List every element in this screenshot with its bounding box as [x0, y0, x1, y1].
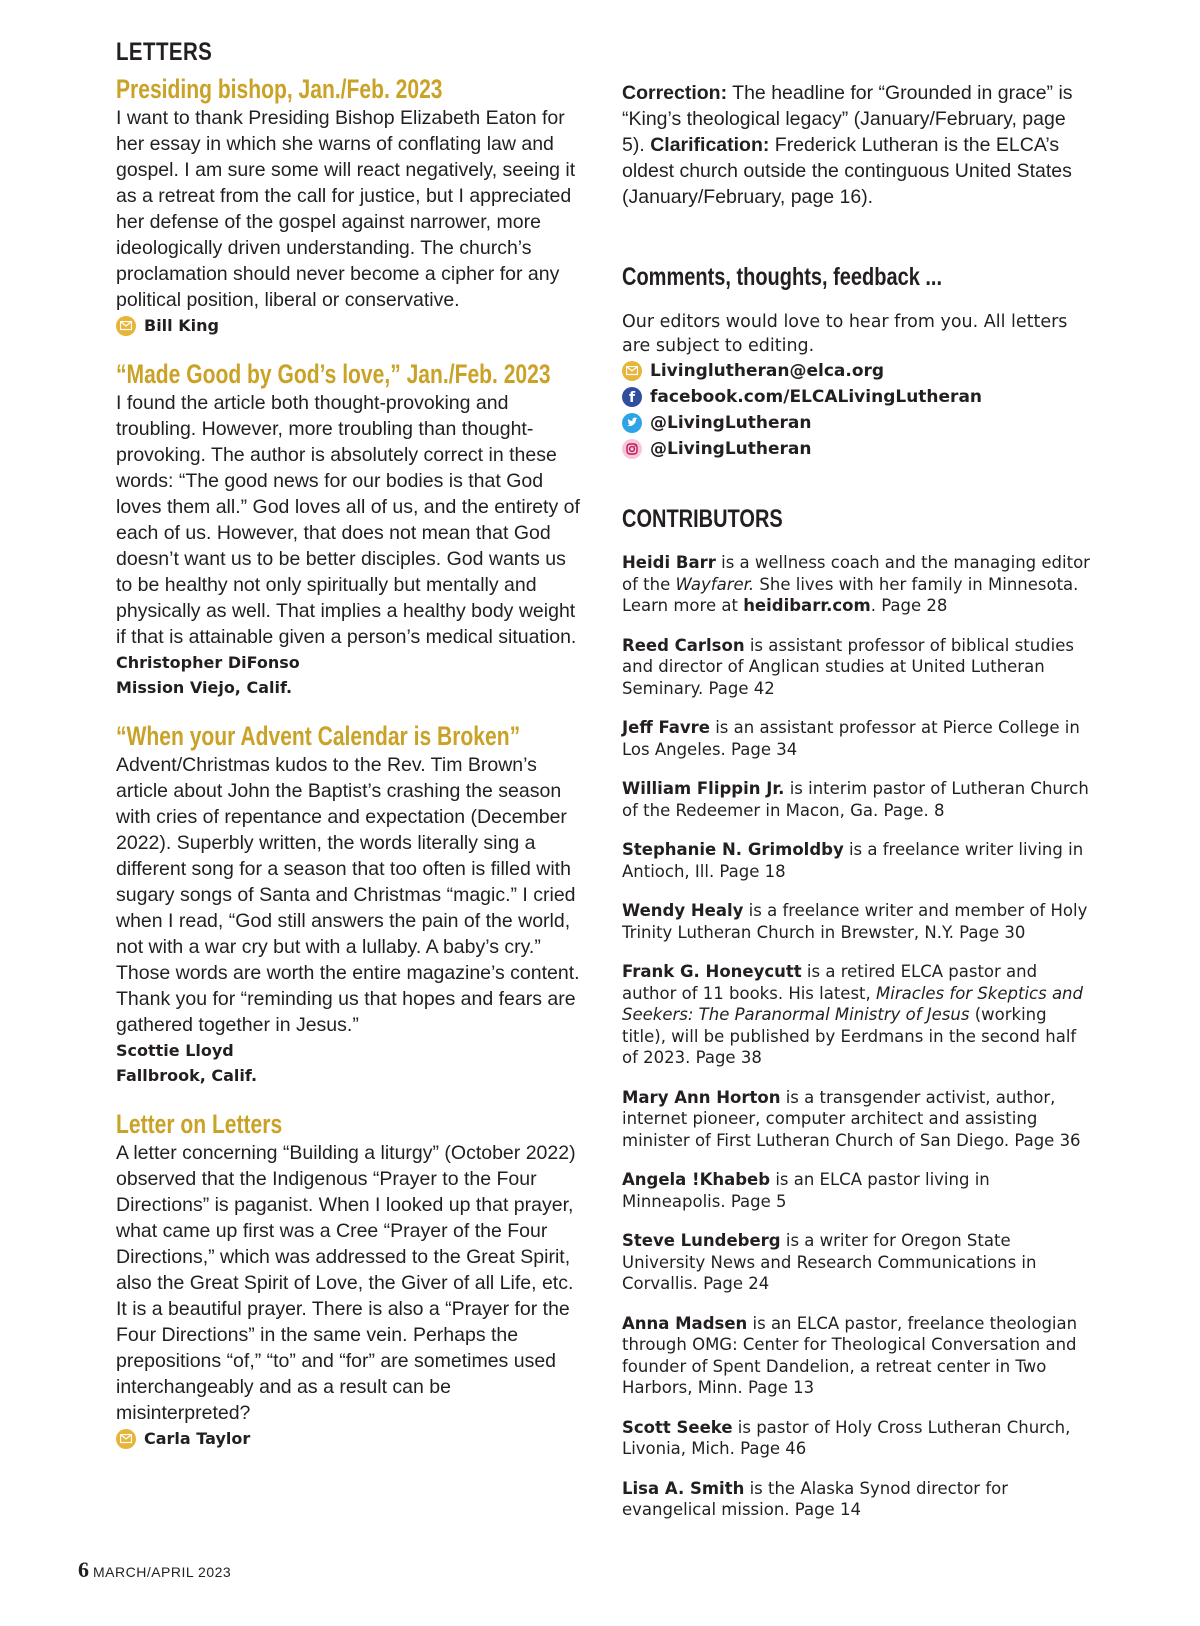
letter-signature [116, 313, 586, 338]
letter-body: A letter concerning “Building a liturgy” (October 2022) observed that the Indigenous “Prayer to the Four Directions” is paganist. When I looked up that prayer, what came up first was a Cree “Prayer of the Four Directions,” which was addressed to the Great Spirit, also the Great Spirit of Love, the Giver of all Life, etc. It is a beautiful prayer. There is also a “Prayer for the Four Directions” in the same vein. Perhaps the prepositions “of,” “to” and “for” are sometimes used interchangeably and as a result can be misinterpreted? [116, 1142, 576, 1424]
contributors-section [622, 504, 1092, 1521]
contributor-publication: Wayfarer. [675, 574, 755, 594]
contributor-name: Scott Seeke [622, 1417, 733, 1437]
contributor-name: William Flippin Jr. [622, 779, 785, 798]
feedback-text: Our editors would love to hear from you. All letters are subject to editing. [622, 312, 1068, 356]
letter-heading: Letter on Letters [116, 1109, 283, 1139]
contributor-entry [622, 717, 1092, 760]
letters-column [116, 38, 586, 1471]
contributor-bio: is the Alaska Synod director for evangelical mission. Page 14 [622, 1478, 1009, 1519]
mail-icon[interactable] [116, 1429, 136, 1449]
contributor-entry [622, 778, 1092, 821]
contributor-bio: is a freelance writer living in Antioch, Ill. Page 18 [622, 840, 1084, 881]
contributor-bio: is a writer for Oregon State University News and Research Communications in Corvallis. Page 24 [622, 1231, 1037, 1293]
page-footer [78, 1557, 231, 1583]
letter-heading: Presiding bishop, Jan./Feb. 2023 [116, 74, 443, 104]
contributors-heading: CONTRIBUTORS [622, 505, 783, 533]
correction-notice [622, 80, 1092, 210]
letter-heading: “When your Advent Calendar is Broken” [116, 721, 521, 751]
contributor-name: Wendy Healy [622, 901, 744, 920]
instagram-link[interactable]: @LivingLutheran [650, 439, 812, 459]
feedback-section [622, 262, 1092, 462]
letter-author: Christopher DiFonso [116, 653, 300, 672]
contributor-entry [622, 552, 1092, 617]
section-title: LETTERS [116, 38, 213, 66]
contributor-entry [622, 1169, 1092, 1212]
letter-body: I found the article both thought-provoking and troubling. However, more troubling than thought-provoking. The author is absolutely correct in these words: “The good news for our bodies is that God loves them all.” God loves all of us, and the entirety of each of us. However, that does not mean that God doesn’t want us to be better disciples. God wants us to be healthy not only spiritually but mentally and physically as well. That implies a healthy body weight if that is attainable given a person’s medical situation. [116, 392, 580, 648]
twitter-contact[interactable] [622, 410, 1092, 436]
letter-signature [116, 1426, 586, 1451]
contributor-name: Angela !Khabeb [622, 1170, 771, 1189]
letter-author: Carla Taylor [144, 1429, 251, 1448]
contributor-entry [622, 1417, 1092, 1460]
contributor-name: Reed Carlson [622, 635, 745, 655]
letter-3 [116, 720, 586, 1088]
clarification-text: Frederick Lutheran is the ELCA’s oldest church outside the continguous United States (January/February, page 16). [622, 134, 1072, 208]
facebook-link[interactable]: facebook.com/ELCALivingLutheran [650, 387, 983, 407]
contributor-name: Anna Madsen [622, 1313, 748, 1333]
instagram-contact[interactable] [622, 436, 1092, 462]
contributor-bio: is an assistant professor at Pierce College in Los Angeles. Page 34 [622, 718, 1080, 759]
email-contact[interactable] [622, 358, 1092, 384]
letter-body: Advent/Christmas kudos to the Rev. Tim Brown’s article about John the Baptist’s crashing the season with cries of repentance and expectation (December 2022). Superbly written, the words literally sing a different song for a season that too often is filled with sugary songs of Santa and Christmas “magic.” I cried when I read, “God still answers the pain of the world, not with a war cry but with a lullaby. A baby’s cry.” Those words are worth the entire magazine’s content. Thank you for “reminding us that hopes and fears are gathered together in Jesus.” [116, 754, 580, 1036]
sidebar-column [622, 80, 1092, 1539]
contributor-bio: is a freelance writer and member of Holy Trinity Lutheran Church in Brewster, N.Y. Page 30 [622, 901, 1088, 942]
contributor-entry [622, 1313, 1092, 1399]
contributor-name: Jeff Favre [622, 718, 710, 737]
contributor-bio: is interim pastor of Lutheran Church of the Redeemer in Macon, Ga. Page. 8 [622, 779, 1089, 820]
contributor-book-title: Miracles for Skeptics and Seekers: The Paranormal Ministry of Jesus [622, 983, 1083, 1024]
letter-location: Fallbrook, Calif. [116, 1066, 258, 1085]
contributor-entry [622, 961, 1092, 1069]
contributor-entry [622, 900, 1092, 943]
contributor-bio: is a transgender activist, author, internet pioneer, computer architect and assisting minister of First Lutheran Church of San Diego. Page 36 [622, 1087, 1081, 1150]
contributor-name: Mary Ann Horton [622, 1087, 781, 1107]
contributor-bio: is pastor of Holy Cross Lutheran Church, Livonia, Mich. Page 46 [622, 1417, 1071, 1458]
contributor-name: Steve Lundeberg [622, 1231, 781, 1250]
contributor-bio-cont: She lives with her family in Minnesota. Learn more at [622, 574, 1079, 615]
letter-author: Bill King [144, 316, 219, 335]
contributor-entry [622, 1087, 1092, 1152]
page-number: 6 [78, 1557, 89, 1582]
letter-1 [116, 73, 586, 338]
contributor-entry [622, 1478, 1092, 1521]
mail-icon[interactable] [116, 316, 136, 336]
contributor-page: . Page 28 [870, 596, 948, 615]
contributor-entry [622, 1230, 1092, 1295]
twitter-link[interactable]: @LivingLutheran [650, 413, 812, 433]
contributor-entry [622, 839, 1092, 882]
contributor-bio: is assistant professor of biblical studies and director of Anglican studies at United Lutheran Seminary. Page 42 [622, 635, 1074, 698]
twitter-icon [622, 413, 642, 433]
letter-2 [116, 358, 586, 700]
email-link[interactable]: Livinglutheran@elca.org [650, 361, 885, 381]
contributor-bio: is a retired ELCA pastor and author of 11 books. His latest, [622, 962, 1038, 1003]
contributor-name: Frank G. Honeycutt [622, 962, 802, 981]
clarification-label: Clarification: [650, 134, 770, 156]
facebook-contact[interactable] [622, 384, 1092, 410]
letter-body: I want to thank Presiding Bishop Elizabeth Eaton for her essay in which she warns of conflating law and gospel. I am sure some will react negatively, seeing it as a retreat from the call for justice, but I appreciated her defense of the gospel against narrower, more ideologically driven understanding. The church’s proclamation should never become a cipher for any political position, liberal or conservative. [116, 107, 576, 311]
correction-text: The headline for “Grounded in grace” is “King’s theological legacy” (January/February, page 5). [622, 82, 1073, 156]
contributor-name: Lisa A. Smith [622, 1478, 745, 1498]
letter-author: Scottie Lloyd [116, 1041, 234, 1060]
contributor-bio: is an ELCA pastor living in Minneapolis. Page 5 [622, 1170, 990, 1211]
contributor-website[interactable]: heidibarr.com [743, 596, 871, 615]
facebook-icon: f [622, 387, 642, 407]
contributor-name: Heidi Barr [622, 553, 716, 572]
instagram-icon [622, 439, 642, 459]
contributor-bio: is an ELCA pastor, freelance theologian through OMG: Center for Theological Conversation and founder of Spent Dandelion, a retreat center in Two Harbors, Minn. Page 13 [622, 1313, 1078, 1397]
letter-heading: “Made Good by God’s love,” Jan./Feb. 2023 [116, 359, 551, 389]
letter-4 [116, 1108, 586, 1451]
contributor-bio-cont: (working title), will be published by Eerdmans in the second half of 2023. Page 38 [622, 1005, 1077, 1067]
contributor-bio: is a wellness coach and the managing editor of the [622, 553, 1090, 594]
letter-location: Mission Viejo, Calif. [116, 678, 293, 697]
contributor-entry [622, 635, 1092, 700]
issue-date: MARCH/APRIL 2023 [93, 1564, 232, 1580]
mail-icon [622, 361, 642, 381]
contributor-name: Stephanie N. Grimoldby [622, 840, 844, 859]
feedback-heading: Comments, thoughts, feedback ... [622, 263, 943, 291]
correction-label: Correction: [622, 82, 728, 104]
